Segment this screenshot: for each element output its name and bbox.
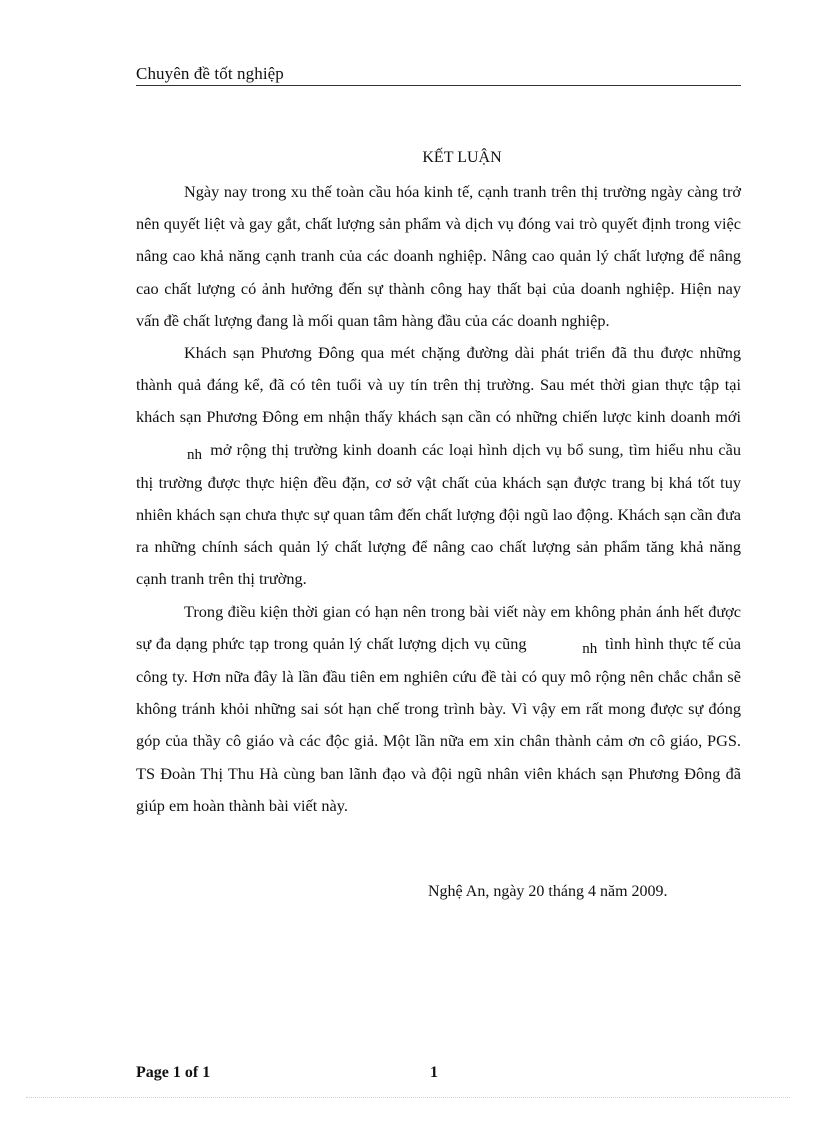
date-signature: Nghệ An, ngày 20 tháng 4 năm 2009. bbox=[428, 883, 668, 900]
paragraph-2-text-after: mở rộng thị trường kinh doanh các loại hình dịch vụ bổ sung, tìm hiểu nhu cầu thị trường được thực hiện đều đặn, cơ sở vật chất của khách sạn được trang bị khá tốt tuy nhiên khách sạn chưa thực sự quan tâm đến chất lượng đội ngũ lao động. Khách sạn cần đưa ra những chính sách quản lý chất lượng để nâng cao chất lượng sản phẩm tăng khả năng cạnh tranh trên thị trường. bbox=[136, 439, 741, 589]
document-body bbox=[136, 176, 741, 822]
inline-marker: nh bbox=[187, 446, 202, 463]
paragraph-2 bbox=[136, 337, 741, 596]
paragraph-2-text-before: Khách sạn Phương Đông qua mét chặng đường dài phát triển đã thu được những thành quả đáng kể, đã có tên tuổi và uy tín trên thị trường. Sau mét thời gian thực tập tại khách sạn Phương Đông em nhận thấy khách sạn cần có những chiến lược kinh doanh mới bbox=[136, 343, 741, 427]
section-title: KẾT LUẬN bbox=[422, 149, 502, 166]
page-info: Page 1 of 1 bbox=[136, 1064, 211, 1081]
paragraph-1: Ngày nay trong xu thế toàn cầu hóa kinh tế, cạnh tranh trên thị trường ngày càng trở nên quyết liệt và gay gắt, chất lượng sản phẩm và dịch vụ đóng vai trò quyết định trong việc nâng cao khả năng cạnh tranh của các doanh nghiệp. Nâng cao quản lý chất lượng để nâng cao chất lượng có ảnh hưởng đến sự thành công hay thất bại của doanh nghiệp. Hiện nay vấn đề chất lượng đang là mối quan tâm hàng đầu của các doanh nghiệp. bbox=[136, 182, 741, 330]
page-edge-divider bbox=[26, 1097, 790, 1098]
paragraph-3-text-after: tình hình thực tế của công ty. Hơn nữa đây là lần đầu tiên em nghiên cứu đề tài có quy mô rộng nên chắc chắn sẽ không tránh khỏi những sai sót hạn chế trong trình bày. Vì vậy em rất mong được sự đóng góp của thầy cô giáo và các độc giả. Một lần nữa em xin chân thành cảm ơn cô giáo, PGS. TS Đoàn Thị Thu Hà cùng ban lãnh đạo và đội ngũ nhân viên khách sạn Phương Đông đã giúp em hoàn thành bài viết này. bbox=[136, 633, 741, 815]
header-title: Chuyên đề tốt nghiệp bbox=[136, 64, 284, 83]
paragraph-3-text-before: Trong điều kiện thời gian có hạn nên trong bài viết này em không phản ánh hết được sự đa dạng phức tạp trong quản lý chất lượng dịch vụ cũng bbox=[136, 601, 741, 653]
page-number: 1 bbox=[430, 1064, 438, 1081]
running-header bbox=[136, 64, 741, 86]
inline-marker: nh bbox=[582, 640, 598, 657]
paragraph-3 bbox=[136, 596, 741, 822]
